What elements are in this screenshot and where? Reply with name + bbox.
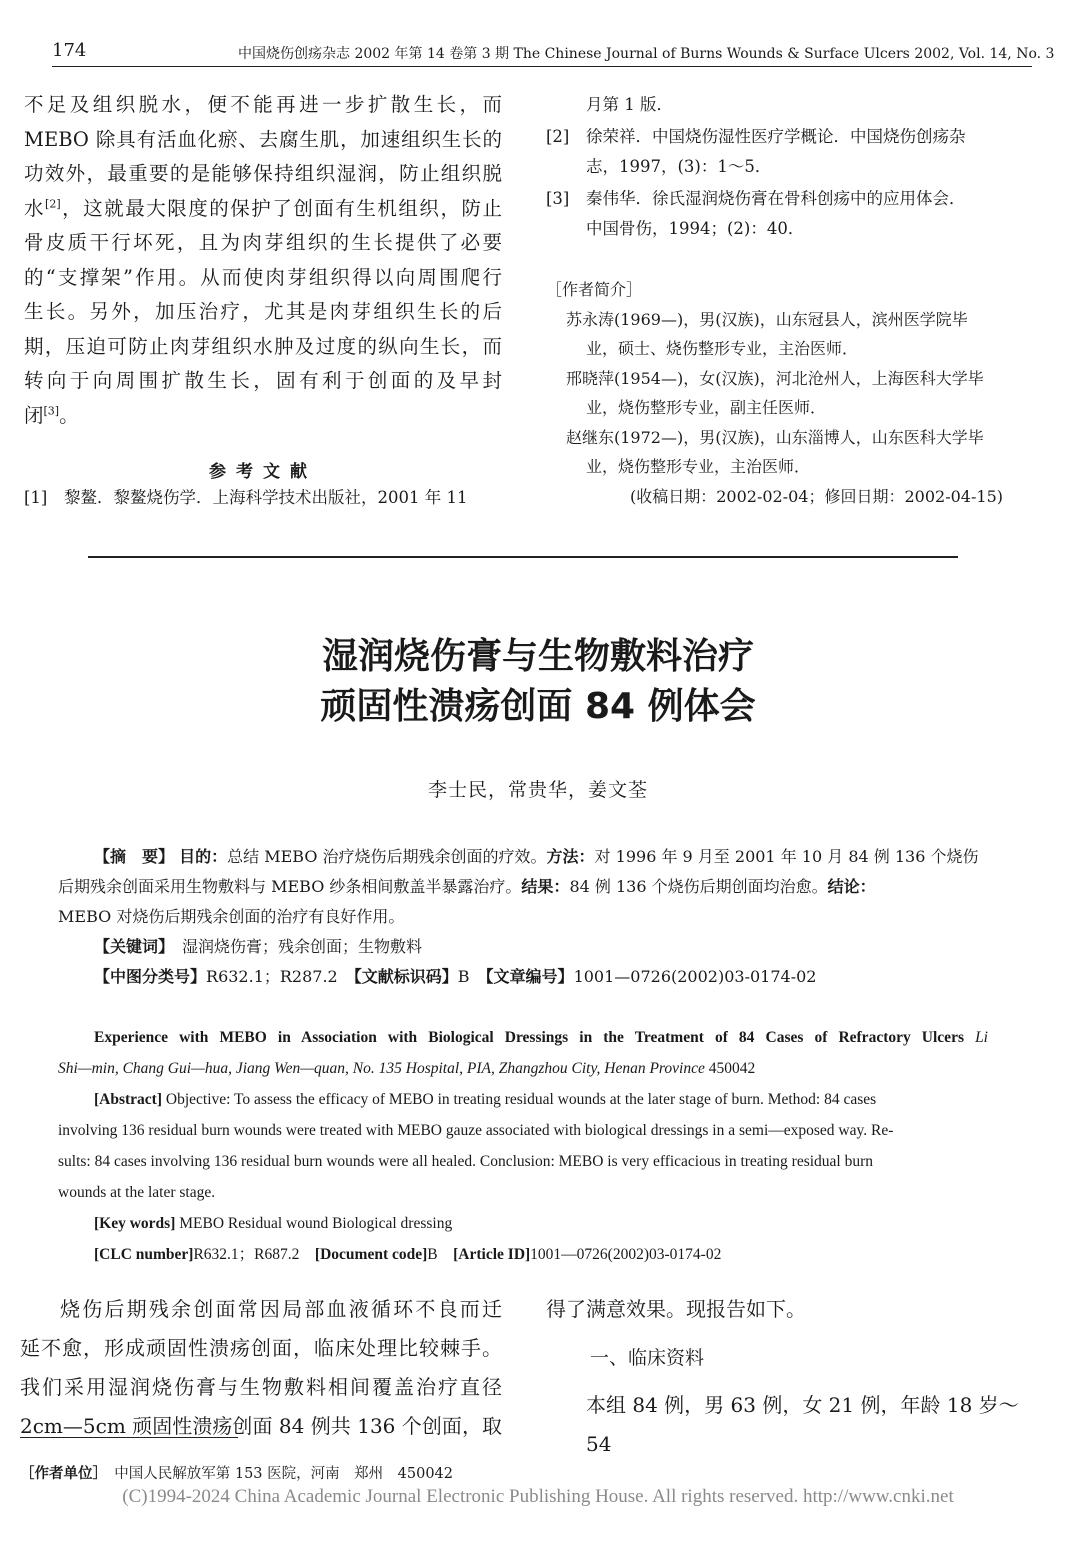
text-line: 2cm—5cm 顽固性溃疡创面 84 例共 136 个创面，取 [20, 1414, 502, 1438]
reference-3 [546, 184, 1036, 244]
citation-sup: [3] [43, 404, 60, 417]
text-line: 得了满意效果。现报告如下。 [546, 1297, 806, 1321]
author-affiliation: ［作者单位］ 中国人民解放军第 153 医院，河南 郑州 450042 [20, 1466, 453, 1482]
text-line: 闭[3]。 [24, 403, 79, 427]
ref-text: 志，1997，(3)：1～5． [586, 157, 772, 176]
ref-1-continuation: 月第 1 版． [586, 95, 673, 114]
bio-3: 赵继东(1972—)，男(汉族)，山东淄博人，山东医科大学毕 业，烧伤整形专业，主治医师． [566, 427, 984, 476]
received-dates: (收稿日期：2002-02-04；修回日期：2002-04-15) [630, 486, 1003, 506]
copyright-line: (C)1994-2024 China Academic Journal Electronic Publishing House. All rights reserved. http://www.cnki.net [122, 1486, 954, 1507]
bio-1: 苏永涛(1969—)，男(汉族)，山东冠县人，滨州医学院毕 业，硕士、烧伤整形专业，主治医师． [566, 309, 968, 358]
article-authors: 李士民，常贵华，姜文荃 [427, 779, 648, 801]
reference-1 [24, 483, 510, 513]
section-heading: 一、临床资料 [590, 1347, 705, 1369]
text-line: 功效外，最重要的是能够保持组织湿润，防止组织脱 [24, 162, 502, 185]
ref-number: [1] [24, 488, 48, 507]
prev-article-left-column [24, 88, 502, 433]
reference-2 [546, 122, 1036, 182]
en-title: Experience with MEBO in Association with Biological Dressings in the Treatment of 84 Cases of Refractory Ulcers Li [94, 1029, 988, 1046]
text-line: 的“支撑架”作用。从而使肉芽组织得以向周围爬行 [24, 265, 502, 289]
ref-number: [2] [546, 127, 570, 146]
references-right-column [546, 90, 1036, 244]
abstract-en [58, 1022, 988, 1270]
abstract-line: MEBO 对烧伤后期残余创面的治疗有良好作用。 [58, 907, 405, 926]
text-line: 本组 84 例，男 63 例，女 21 例，年龄 18 岁～54 [586, 1393, 1019, 1456]
running-header [0, 40, 1076, 70]
en-abstract-line: involving 136 residual burn wounds were treated with MEBO gauze associated with biological dressings in a semi—exposed way. Re- [58, 1122, 894, 1139]
header-rule [52, 66, 1032, 67]
ref-text: 徐荣祥．中国烧伤湿性医疗学概论．中国烧伤创疡杂 [586, 127, 966, 146]
text-line: 延不愈，形成顽固性溃疡创面，临床处理比较棘手。 [20, 1336, 502, 1360]
article-divider [88, 556, 958, 558]
body-left-column [20, 1290, 502, 1446]
en-abstract-line: wounds at the later stage. [58, 1184, 216, 1201]
bio-2: 邢晓萍(1954—)，女(汉族)，河北沧州人，上海医科大学毕 业，烧伤整形专业，副主任医师． [566, 368, 984, 417]
ref-text: 黎鳌．黎鳌烧伤学．上海科学技术出版社，2001 年 11 [64, 488, 468, 507]
abstract-line: 后期残余创面采用生物敷料与 MEBO 纱条相间敷盖半暴露治疗。结果：84 例 136 个烧伤后期创面均治愈。结论： [58, 877, 876, 896]
en-authors: Shi—min, Chang Gui—hua, Jiang Wen—quan, No. 135 Hospital, PIA, Zhangzhou City, Henan Province 450042 [58, 1060, 756, 1077]
journal-line: 中国烧伤创疡杂志 2002 年第 14 卷第 3 期 The Chinese Journal of Burns Wounds & Surface Ulcers 2002, Vol. 14, No. 3 [238, 46, 1055, 62]
text-line: 水[2]，这就最大限度的保护了创面有生机组织，防止 [24, 196, 502, 220]
body-right-column [546, 1290, 1036, 1464]
classification-zh: 【中图分类号】R632.1；R287.2 【文献标识码】B 【文章编号】1001—0726(2002)03-0174-02 [94, 967, 817, 986]
text-line: 生长。另外，加压治疗，尤其是肉芽组织生长的后 [24, 300, 502, 323]
text-line: 期，压迫可防止肉芽组织水肿及过度的纵向生长，而 [24, 334, 502, 358]
footnote-rule [20, 1437, 238, 1438]
abstract-line: 【摘 要】 目的：总结 MEBO 治疗烧伤后期残余创面的疗效。方法：对 1996 年 9 月至 2001 年 10 月 84 例 136 个烧伤 [94, 847, 979, 866]
keywords-en: [Key words] MEBO Residual wound Biological dressing [94, 1215, 453, 1232]
text-line: 烧伤后期残余创面常因局部血液循环不良而迁 [60, 1297, 502, 1321]
author-bios-title: ［作者简介］ [546, 280, 643, 299]
text-line: 骨皮质干行坏死，且为肉芽组织的生长提供了必要 [24, 231, 502, 254]
en-abstract-line: [Abstract] Objective: To assess the efficacy of MEBO in treating residual wounds at the later stage of burn. Method: 84 cases [94, 1091, 877, 1108]
en-abstract-line: sults: 84 cases involving 136 residual burn wounds were all healed. Conclusion: MEBO is very efficacious in treating residual burn [58, 1153, 874, 1170]
citation-sup: [2] [45, 197, 61, 210]
author-bios [546, 275, 1036, 511]
classification-en: [CLC number]R632.1；R687.2 [Document code]B [Article ID]1001—0726(2002)03-0174-02 [94, 1246, 722, 1263]
keywords-zh: 【关键词】 湿润烧伤膏；残余创面；生物敷料 [94, 937, 423, 956]
ref-text: 中国骨伤，1994；(2)：40． [586, 219, 805, 238]
text-line: MEBO 除具有活血化瘀、去腐生肌，加速组织生长的 [24, 127, 502, 151]
text-line: 转向于向周围扩散生长，固有利于创面的及早封 [24, 369, 502, 392]
text-line: 不足及组织脱水，便不能再进一步扩散生长，而 [24, 93, 502, 116]
article-title: 湿润烧伤膏与生物敷料治疗 顽固性溃疡创面 84 例体会 [320, 636, 756, 727]
references-heading: 参考文献 [209, 462, 317, 482]
abstract-zh [58, 842, 1030, 992]
text-line: 我们采用湿润烧伤膏与生物敷料相间覆盖治疗直径 [20, 1375, 502, 1399]
ref-number: [3] [546, 189, 570, 208]
ref-text: 秦伟华．徐氏湿润烧伤膏在骨科创疡中的应用体会． [586, 189, 966, 208]
page-number: 174 [52, 40, 87, 61]
